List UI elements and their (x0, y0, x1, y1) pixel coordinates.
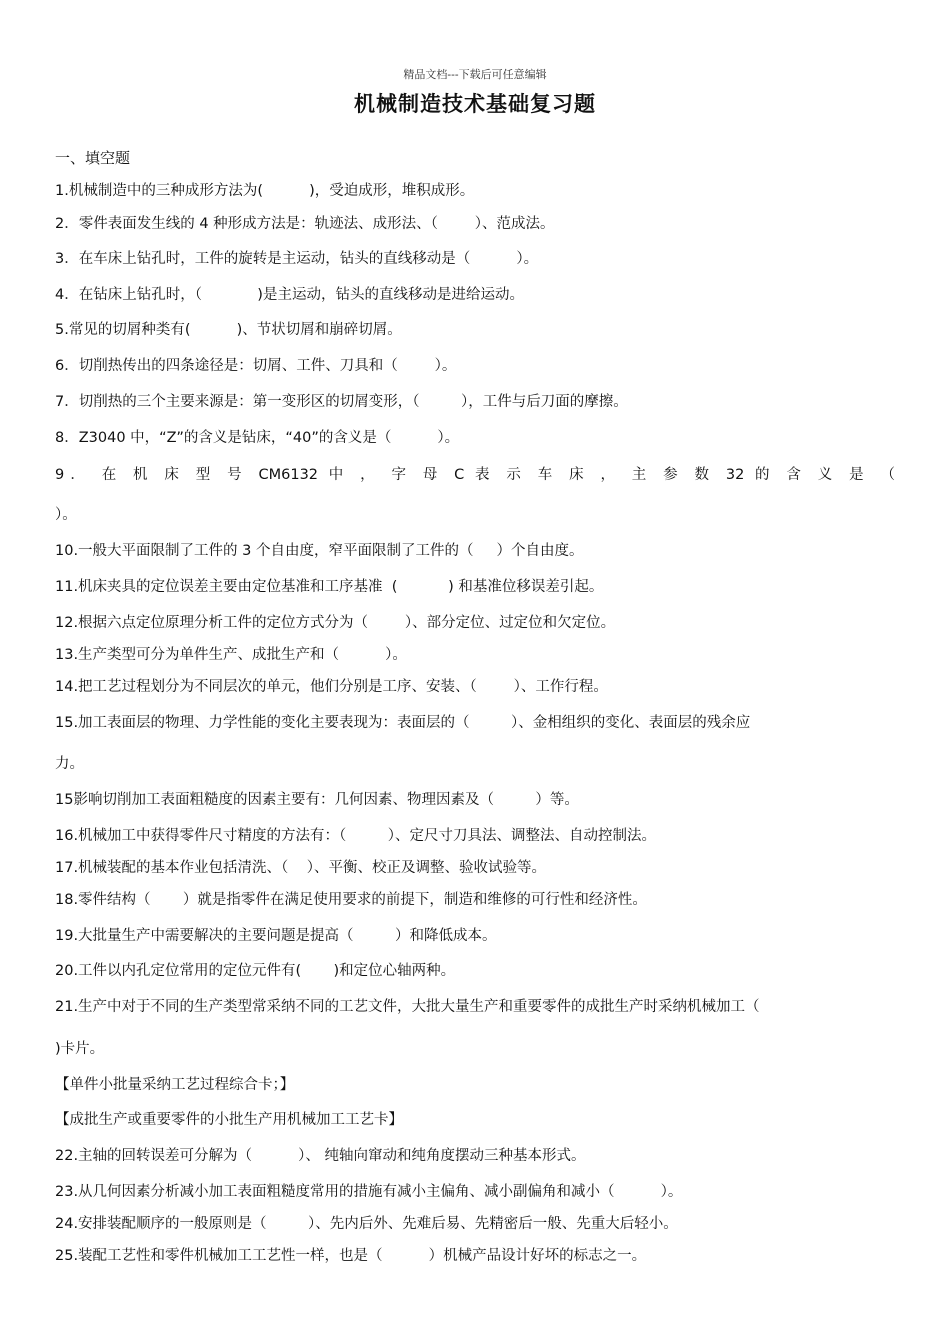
question-11: 11.机床夹具的定位误差主要由定位基准和工序基准 ( ) 和基准位移误差引起。 (55, 579, 604, 595)
question-3: 3．在车床上钻孔时，工件的旋转是主运动，钻头的直线移动是（ ）。 (55, 251, 539, 267)
question-4: 4．在钻床上钻孔时，（ )是主运动，钻头的直线移动是进给运动。 (55, 287, 524, 303)
question-2: 2．零件表面发生线的 4 种形成方法是：轨迹法、成形法、（ ）、范成法。 (55, 216, 555, 232)
question-8: 8．Z3040 中，“Z”的含义是钻床，“40”的含义是（ ）。 (55, 430, 460, 446)
question-15b: 15影响切削加工表面粗糙度的因素主要有：几何因素、物理因素及（ ）等。 (55, 792, 579, 808)
question-17: 17.机械装配的基本作业包括清洗、（ ）、平衡、校正及调整、验收试验等。 (55, 860, 546, 876)
question-23: 23.从几何因素分析减小加工表面粗糙度常用的措施有减小主偏角、减小副偏角和减小（ ）。 (55, 1184, 683, 1200)
question-9-continued: ）。 (55, 507, 77, 523)
section-heading: 一、填空题 (55, 149, 131, 167)
question-9: 9． 在 机 床 型 号 CM6132 中 ， 字 母 C 表 示 车 床 ， 主 参 数 32 的 含 义 是 （ (55, 467, 895, 483)
question-12: 12.根据六点定位原理分析工件的定位方式分为（ ）、部分定位、过定位和欠定位。 (55, 615, 616, 631)
question-21: 21.生产中对于不同的生产类型常采纳不同的工艺文件，大批大量生产和重要零件的成批生产时采纳机械加工（ (55, 999, 760, 1015)
question-5: 5.常见的切屑种类有( )、节状切屑和崩碎切屑。 (55, 322, 402, 338)
watermark-text: 精品文档---下载后可任意编辑 (403, 68, 547, 81)
question-25: 25.装配工艺性和零件机械加工工艺性一样，也是（ ）机械产品设计好坏的标志之一。 (55, 1248, 647, 1264)
question-14: 14.把工艺过程划分为不同层次的单元，他们分别是工序、安装、（ ）、工作行程。 (55, 679, 608, 695)
question-21-continued: )卡片。 (55, 1041, 105, 1057)
note-batch-production: 【成批生产或重要零件的小批生产用机械加工工艺卡】 (55, 1112, 403, 1128)
note-single-batch: 【单件小批量采纳工艺过程综合卡；】 (55, 1077, 295, 1093)
document-title: 机械制造技术基础复习题 (354, 91, 596, 116)
question-13: 13.生产类型可分为单件生产、成批生产和（ ）。 (55, 647, 407, 663)
question-10: 10.一般大平面限制了工件的 3 个自由度，窄平面限制了工件的（ ）个自由度。 (55, 543, 584, 559)
question-6: 6．切削热传出的四条途径是：切屑、工件、刀具和（ ）。 (55, 358, 457, 374)
question-18: 18.零件结构（ ）就是指零件在满足使用要求的前提下，制造和维修的可行性和经济性。 (55, 892, 647, 908)
question-15: 15.加工表面层的物理、力学性能的变化主要表现为：表面层的（ ）、金相组织的变化、表面层的残余应 (55, 715, 751, 731)
question-1: 1.机械制造中的三种成形方法为( )，受迫成形，堆积成形。 (55, 183, 475, 199)
question-7: 7．切削热的三个主要来源是：第一变形区的切屑变形，（ ），工件与后刀面的摩擦。 (55, 394, 628, 410)
question-24: 24.安排装配顺序的一般原则是（ ）、先内后外、先难后易、先精密后一般、先重大后轻小。 (55, 1216, 678, 1232)
question-15-continued: 力。 (55, 756, 84, 772)
question-16: 16.机械加工中获得零件尺寸精度的方法有：（ ）、定尺寸刀具法、调整法、自动控制法。 (55, 828, 657, 844)
question-19: 19.大批量生产中需要解决的主要问题是提高（ ）和降低成本。 (55, 928, 497, 944)
question-22: 22.主轴的回转误差可分解为（ ）、 纯轴向窜动和纯角度摆动三种基本形式。 (55, 1148, 586, 1164)
question-20: 20.工件以内孔定位常用的定位元件有( )和定位心轴两种。 (55, 963, 456, 979)
